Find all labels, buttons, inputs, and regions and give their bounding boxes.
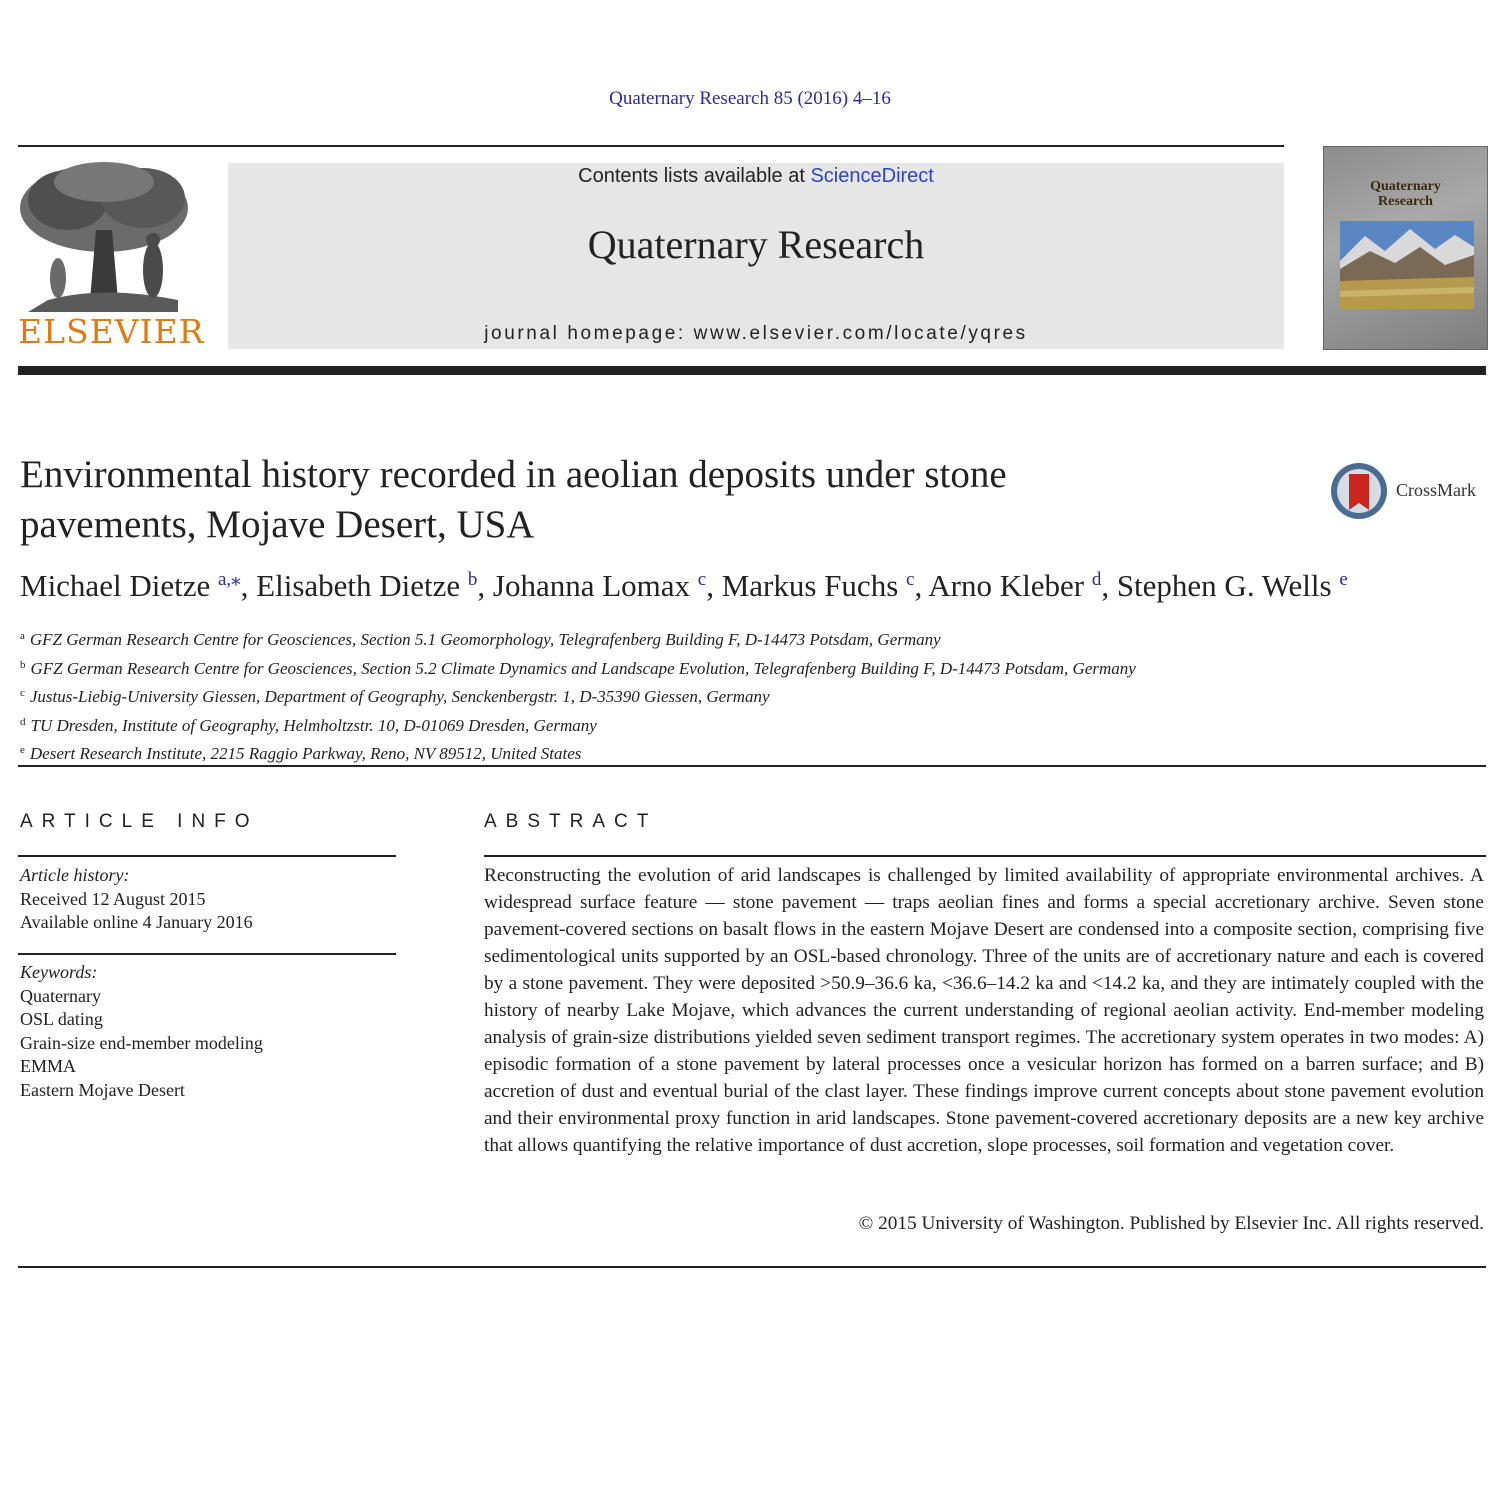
cover-title — [1324, 179, 1487, 209]
author-name: Arno Kleber — [928, 568, 1085, 603]
author-6[interactable] — [1117, 568, 1348, 603]
sciencedirect-link[interactable]: ScienceDirect — [810, 165, 934, 187]
affiliation-text: GFZ German Research Centre for Geosciences, Section 5.2 Climate Dynamics and Landscape Evolution, Telegrafenberg Building F, D-14473 Potsdam, Germany — [30, 658, 1136, 678]
author-name: Stephen G. Wells — [1116, 568, 1332, 603]
author-affiliation-marker[interactable]: a,⁎ — [217, 569, 241, 590]
author-name: Elisabeth Dietze — [256, 568, 461, 603]
affiliation-text: Justus-Liebig-University Giessen, Department of Geography, Senckenbergstr. 1, D-35390 Giessen, Germany — [29, 687, 770, 706]
affiliation-text: TU Dresden, Institute of Geography, Helmholtzstr. 10, D-01069 Dresden, Germany — [30, 715, 597, 735]
article-history — [20, 864, 400, 935]
abstract-rule — [484, 855, 1486, 857]
author-name: Michael Dietze — [20, 568, 211, 603]
keyword-item: EMMA — [20, 1056, 77, 1076]
crossmark-button[interactable] — [1330, 460, 1490, 522]
author-affiliation-marker[interactable]: b — [467, 569, 478, 590]
article-title: Environmental history recorded in aeolian deposits under stone pavements, Mojave Desert, USA — [20, 453, 1007, 546]
author-affiliation-marker[interactable]: d — [1091, 569, 1102, 590]
author-separator: , — [240, 568, 257, 603]
author-affiliation-marker[interactable]: c — [906, 569, 915, 590]
author-name: Markus Fuchs — [721, 568, 899, 603]
keyword-item: Eastern Mojave Desert — [20, 1079, 185, 1100]
affiliation-text: GFZ German Research Centre for Geosciences, Section 5.1 Geomorphology, Telegrafenberg Building F, D-14473 Potsdam, Germany — [29, 630, 941, 649]
affiliations-bottom-rule — [18, 765, 1486, 767]
journal-name: Quaternary Research — [587, 222, 925, 267]
article-info-rule — [18, 855, 396, 857]
author-2[interactable] — [256, 568, 493, 603]
keyword-item: OSL dating — [20, 1009, 103, 1029]
affiliation-e — [20, 738, 1480, 767]
author-1[interactable] — [20, 568, 256, 603]
affiliation-key: a — [20, 630, 25, 642]
header-bottom-rule — [18, 366, 1486, 375]
author-3[interactable] — [493, 568, 722, 603]
author-affiliation-marker[interactable]: c — [697, 569, 707, 590]
keywords-top-rule — [18, 953, 396, 955]
author-separator: , — [706, 568, 722, 603]
journal-masthead — [228, 163, 1284, 349]
author-affiliation-marker[interactable]: e — [1339, 569, 1348, 590]
author-list — [20, 568, 1480, 604]
affiliation-text: Desert Research Institute, 2215 Raggio Parkway, Reno, NV 89512, United States — [29, 744, 582, 763]
header-top-rule — [18, 145, 1284, 147]
affiliation-a — [20, 624, 1480, 653]
abstract-body: Reconstructing the evolution of arid landscapes is challenged by limited availability of appropriate environmental archives. A widespread surface feature — stone pavement — traps aeolian fines and forms a special accretionary archive. Seven stone pavement-covered sections on basalt flows in the eastern Mojave Desert are condensed into a composite section, comprising five sedimentological units supported by an OSL-based chronology. Three of the units are of accretionary nature and each is covered by a stone pavement. They were deposited >50.9–36.6 ka, <36.6–14.2 ka and <14.2 ka, and they are intimately coupled with the history of nearby Lake Mojave, which advances the current understanding of regional aeolian activity. End-member modeling analysis of grain-size distributions yielded seven sediment transport regimes. The accretionary system operates in two modes: A) episodic formation of a stone pavement by lateral processes once a vesicular horizon has formed on a barren surface; and B) accretion of dust and eventual burial of the clast layer. These findings improve current concepts about stone pavement evolution and their environmental proxy function in arid landscapes. Stone pavement-covered accretionary deposits are a new key archive that allows quantifying the relative importance of dust accretion, slope processes, soil formation and vegetation cover. — [484, 865, 1484, 1156]
elsevier-logo[interactable] — [18, 160, 205, 351]
keyword-item: Grain-size end-member modeling — [20, 1032, 263, 1053]
copyright-notice: © 2015 University of Washington. Published by Elsevier Inc. All rights reserved. — [858, 1213, 1484, 1234]
journal-homepage-link[interactable]: journal homepage: www.elsevier.com/locate/yqres — [484, 323, 1028, 344]
history-label: Article history: — [20, 865, 130, 885]
author-separator: , — [914, 568, 929, 603]
available-online-date: Available online 4 January 2016 — [20, 912, 253, 932]
elsevier-wordmark: ELSEVIER — [18, 312, 205, 351]
affiliation-d — [20, 710, 1480, 739]
author-4[interactable] — [722, 568, 929, 603]
affiliation-key: c — [20, 687, 25, 699]
keywords-label: Keywords: — [20, 962, 98, 982]
cover-title-line-2: Research — [1378, 194, 1433, 209]
crossmark-label: CrossMark — [1396, 480, 1476, 500]
contents-prefix: Contents lists available at — [578, 165, 811, 187]
journal-cover-thumbnail[interactable] — [1323, 146, 1488, 350]
abstract-bottom-rule — [18, 1266, 1486, 1268]
contents-line — [228, 165, 1284, 188]
keyword-item: Quaternary — [20, 985, 101, 1006]
affiliation-c — [20, 681, 1480, 710]
journal-citation-link[interactable]: Quaternary Research 85 (2016) 4–16 — [609, 88, 891, 109]
author-name: Johanna Lomax — [492, 568, 691, 603]
article-info-heading: ARTICLE INFO — [20, 811, 259, 832]
cover-title-line-1: Quaternary — [1370, 179, 1441, 194]
affiliation-key: b — [20, 658, 26, 671]
affiliation-list — [20, 624, 1480, 767]
keywords-block — [20, 961, 400, 1102]
abstract-heading: ABSTRACT — [484, 811, 658, 832]
affiliation-b — [20, 653, 1480, 682]
author-separator: , — [1101, 568, 1117, 603]
affiliation-key: d — [20, 715, 26, 728]
received-date: Received 12 August 2015 — [20, 888, 206, 909]
affiliation-key: e — [20, 744, 25, 756]
author-5[interactable] — [928, 568, 1117, 603]
elsevier-tree-icon — [18, 160, 190, 312]
author-separator: , — [477, 568, 493, 603]
cover-mountain-photo — [1340, 221, 1474, 309]
crossmark-icon — [1330, 460, 1388, 522]
